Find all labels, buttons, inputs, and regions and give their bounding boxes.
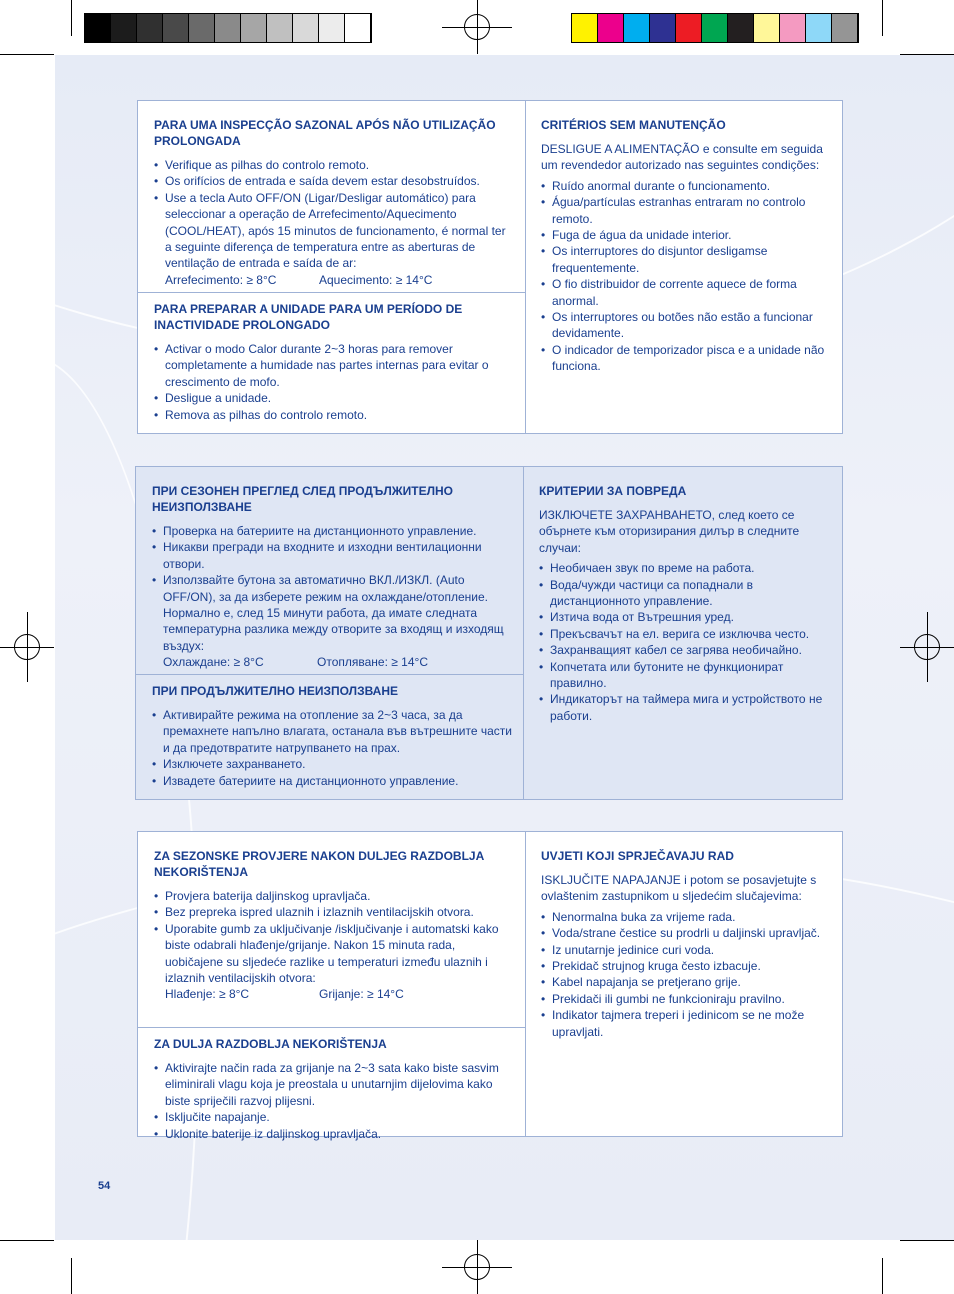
color-swatch <box>345 14 371 42</box>
panel-left-column <box>136 467 524 799</box>
seasonal-inspection-section <box>136 467 523 674</box>
color-swatch <box>267 14 293 42</box>
bullet-list <box>154 341 515 423</box>
color-swatch <box>293 14 319 42</box>
list-item: • Kabel napajanja se pretjerano grije. <box>541 974 832 990</box>
color-swatch <box>754 14 780 42</box>
list-item: • Копчетата или бутоните не функционират правилно. <box>539 659 832 692</box>
list-item: • Използвайте бутона за автоматично ВКЛ./ИЗКЛ. (Auto OFF/ON), за да изберете режим на охлаждане/отопление. Нормално е, след 15 минути работа, да имате следната температурна разлика между отворите за входящ и изходящ въздух: <box>152 572 513 654</box>
prepare-inactivity-section <box>138 292 525 433</box>
section-title: CRITÉRIOS SEM MANUTENÇÃO <box>541 118 726 132</box>
grayscale-calibration-bar <box>84 13 372 43</box>
bullet-list <box>154 157 515 272</box>
list-item: • Изключете захранването. <box>152 756 513 772</box>
heating-temp: Отопляване: ≥ 14°C <box>317 655 428 670</box>
list-item: • Voda/strane čestice su prodrli u daljinski upravljač. <box>541 925 832 941</box>
panel-croatian <box>137 831 843 1141</box>
list-item: • Uporabite gumb za uključivanje /isključivanje i automatski kako biste odabrali hlađenje/grijanje. Nakon 15 minuta rada, uobičajene su sljedeće razlike u temperaturi između ulaznih i izlaznih ventilacijskih otvora: <box>154 921 515 987</box>
list-item: • Activar o modo Calor durante 2~3 horas para remover completamente a humidade nas partes internas para evitar o crescimento de mofo. <box>154 341 515 390</box>
list-item: • Indikator tajmera treperi i jedinicom se ne može upravljati. <box>541 1007 832 1040</box>
color-swatch <box>111 14 137 42</box>
panel-bulgarian <box>135 466 843 800</box>
crop-mark <box>71 0 72 36</box>
color-swatch <box>650 14 676 42</box>
list-item: • Use a tecla Auto OFF/ON (Ligar/Desligar automático) para seleccionar a operação de Arrefecimento/Aquecimento (COOL/HEAT), após 15 minutos de funcionamento, é normal ter a seguinte diferença de temperatura entre as aberturas de ventilação de entrada e saída de ar: <box>154 190 515 272</box>
color-swatch <box>728 14 754 42</box>
bullet-list <box>541 909 832 1040</box>
list-item: • Захранващият кабел се загрява необичайно. <box>539 642 832 658</box>
section-title: ПРИ ПРОДЪЛЖИТЕЛНО НЕИЗПОЛЗВАНЕ <box>152 684 399 698</box>
crop-mark <box>882 0 883 36</box>
list-item: • Проверка на батериите на дистанционното управление. <box>152 523 513 539</box>
criteria-intro: ИЗКЛЮЧЕТЕ ЗАХРАНВАНЕТО, след което се обърнете към оторизирания дилър в следните случаи: <box>539 508 800 555</box>
list-item: • Os orifícios de entrada e saída devem estar desobstruídos. <box>154 173 515 189</box>
crop-mark <box>900 1240 954 1241</box>
section-title: UVJETI KOJI SPRJEČAVAJU RAD <box>541 849 734 863</box>
list-item: • Извадете батериите на дистанционното управление. <box>152 773 513 789</box>
list-item: • Isključite napajanje. <box>154 1109 515 1125</box>
crop-mark <box>900 54 954 55</box>
bullet-list <box>154 888 515 986</box>
list-item: • Uklonite baterije iz daljinskog upravljača. <box>154 1126 515 1142</box>
section-title: ZA SEZONSKE PROVJERE NAKON DULJEG RAZDOBLJA NEKORIŠTENJA <box>154 849 484 879</box>
color-swatch <box>215 14 241 42</box>
color-swatch <box>598 14 624 42</box>
panel-left-column <box>138 101 526 433</box>
color-swatch <box>189 14 215 42</box>
list-item: • Aktivirajte način rada za grijanje na 2~3 sata kako biste sasvim eliminirali vlagu koja je preostala u unutarnjim dijelovima kako biste spriječili razvoj plijesni. <box>154 1060 515 1109</box>
bullet-list <box>152 523 513 654</box>
list-item: • Активирайте режима на отопление за 2~3 часа, за да премахнете напълно влагата, останала във вътрешните части и да предотвратите натрупването на прах. <box>152 707 513 756</box>
list-item: • Provjera baterija daljinskog upravljača. <box>154 888 515 904</box>
list-item: • O fio distribuidor de corrente aquece de forma anormal. <box>541 276 832 309</box>
color-swatch <box>137 14 163 42</box>
bullet-list <box>539 560 832 724</box>
color-swatch <box>572 14 598 42</box>
bullet-list <box>154 1060 515 1142</box>
cooling-temp: Arrefecimento: ≥ 8°C <box>165 272 277 287</box>
color-calibration-bar <box>571 13 859 43</box>
list-item: • Desligue a unidade. <box>154 390 515 406</box>
page-number: 54 <box>98 1180 111 1192</box>
panel-right-column <box>525 101 842 433</box>
list-item: • Água/partículas estranhas entraram no controlo remoto. <box>541 194 832 227</box>
color-swatch <box>702 14 728 42</box>
section-title: PARA UMA INSPECÇÃO SAZONAL APÓS NÃO UTILIZAÇÃO PROLONGADA <box>154 118 496 148</box>
color-swatch <box>241 14 267 42</box>
color-swatch <box>676 14 702 42</box>
section-title: КРИТЕРИИ ЗА ПОВРЕДА <box>539 484 687 498</box>
crop-mark <box>0 1240 54 1241</box>
bullet-list <box>541 178 832 375</box>
list-item: • Bez prepreka ispred ulaznih i izlaznih ventilacijskih otvora. <box>154 904 515 920</box>
criteria-section <box>525 101 842 385</box>
temperature-difference <box>154 272 515 288</box>
list-item: • Fuga de água da unidade interior. <box>541 227 832 243</box>
panel-left-column <box>138 832 526 1141</box>
panel-portuguese <box>137 100 843 434</box>
criteria-intro: ISKLJUČITE NAPAJANJE i potom se posavjetujte s ovlaštenim zastupnikom u sljedećim slučajevima: <box>541 873 817 904</box>
crop-mark <box>882 1258 883 1294</box>
seasonal-inspection-section <box>138 101 525 292</box>
list-item: • Os interruptores ou botões não estão a funcionar devidamente. <box>541 309 832 342</box>
color-swatch <box>163 14 189 42</box>
criteria-section <box>523 467 842 734</box>
list-item: • Nenormalna buka za vrijeme rada. <box>541 909 832 925</box>
section-title: ПРИ СЕЗОНЕН ПРЕГЛЕД СЛЕД ПРОДЪЛЖИТЕЛНО НЕИЗПОЛЗВАНЕ <box>152 484 454 514</box>
list-item: • Ruído anormal durante o funcionamento. <box>541 178 832 194</box>
list-item: • Prekidač strujnog kruga često izbacuje. <box>541 958 832 974</box>
prepare-inactivity-section <box>136 674 523 799</box>
color-swatch <box>832 14 858 42</box>
panel-right-column <box>525 832 842 1136</box>
color-swatch <box>806 14 832 42</box>
crop-mark <box>0 54 54 55</box>
color-swatch <box>624 14 650 42</box>
list-item: • Prekidači ili gumbi ne funkcioniraju pravilno. <box>541 991 832 1007</box>
prepare-inactivity-section <box>138 1027 525 1152</box>
temperature-difference <box>152 654 513 670</box>
color-swatch <box>319 14 345 42</box>
section-title: ZA DULJA RAZDOBLJA NEKORIŠTENJA <box>154 1037 387 1051</box>
list-item: • Изтича вода от Вътрешния уред. <box>539 609 832 625</box>
list-item: • Remova as pilhas do controlo remoto. <box>154 407 515 423</box>
list-item: • Никакви прегради на входните и изходни вентилационни отвори. <box>152 539 513 572</box>
temperature-difference <box>154 986 515 1002</box>
section-title: PARA PREPARAR A UNIDADE PARA UM PERÍODO DE INACTIVIDADE PROLONGADO <box>154 302 463 332</box>
list-item: • Индикаторът на таймера мига и устройството не работи. <box>539 691 832 724</box>
crop-mark <box>71 1258 72 1294</box>
criteria-section <box>525 832 842 1050</box>
list-item: • Прекъсвачът на ел. верига се изключва често. <box>539 626 832 642</box>
heating-temp: Grijanje: ≥ 14°C <box>319 987 404 1002</box>
heating-temp: Aquecimento: ≥ 14°C <box>319 272 433 287</box>
list-item: • Вода/чужди частици са попаднали в дистанционното управление. <box>539 577 832 610</box>
panel-right-column <box>523 467 842 799</box>
color-swatch <box>780 14 806 42</box>
list-item: • Iz unutarnje jedinice curi voda. <box>541 942 832 958</box>
list-item: • Verifique as pilhas do controlo remoto. <box>154 157 515 173</box>
seasonal-inspection-section <box>138 832 525 1027</box>
bullet-list <box>152 707 513 789</box>
criteria-intro: DESLIGUE A ALIMENTAÇÃO e consulte em seguida um revendedor autorizado nas seguintes condições: <box>541 142 823 173</box>
list-item: • O indicador de temporizador pisca e a unidade não funciona. <box>541 342 832 375</box>
list-item: • Необичаен звук по време на работа. <box>539 560 832 576</box>
list-item: • Os interruptores do disjuntor desligamse frequentemente. <box>541 243 832 276</box>
cooling-temp: Hlađenje: ≥ 8°C <box>165 987 250 1002</box>
color-swatch <box>85 14 111 42</box>
cooling-temp: Охлаждане: ≥ 8°C <box>163 655 264 670</box>
